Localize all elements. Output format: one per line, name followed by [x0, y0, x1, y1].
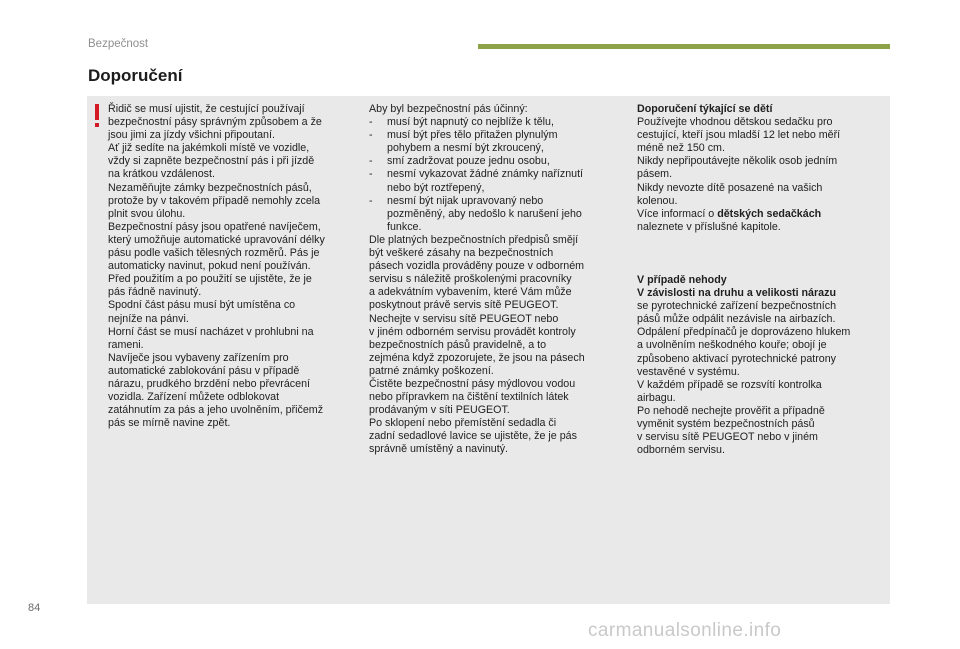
text-line: pásech vozidla prováděny pouze v odborném: [369, 260, 585, 273]
column-safety-notes: [108, 103, 358, 430]
page-title: Doporučení: [88, 66, 183, 85]
list-item: [369, 155, 617, 168]
dash-marker: -: [369, 129, 373, 142]
list-item: [369, 129, 617, 155]
text-line: automatické zablokování pásu v případě: [108, 364, 300, 377]
text-line: nejníže na pánvi.: [108, 312, 189, 325]
text-line: nárazu, prudkého brzdění nebo převrácení: [108, 377, 311, 390]
text-line: pásem.: [637, 168, 673, 181]
text-line: Navíječe jsou vybaveny zařízením pro: [108, 351, 289, 364]
text-line: v jiném odborném servisu provádět kontroly: [369, 325, 576, 338]
text-line: na krátkou vzdálenost.: [108, 168, 215, 181]
text-segment: Více informací o: [637, 207, 718, 220]
list-item-text: funkce.: [387, 220, 422, 233]
text-line: kolenou.: [637, 194, 678, 207]
list-item: [369, 116, 617, 129]
text-line: bezpečnostních pásů pravidelně, a to: [369, 338, 547, 351]
text-line: Po nehodě nechejte prověřit a případně: [637, 404, 825, 417]
watermark: carmanualsonline.info: [588, 620, 782, 641]
list-item: [369, 195, 617, 234]
text-line: cestující, kteří jsou mladší 12 let nebo měří: [637, 129, 841, 142]
text-line: a uvolněním neškodného kouře; obojí je: [637, 339, 827, 352]
list-item: [369, 168, 617, 194]
spacer: [637, 234, 882, 274]
text-line: airbagu.: [637, 391, 676, 404]
text-line: Nikdy nepřipoutávejte několik osob jedním: [637, 155, 838, 168]
text-line: jsou jimi za jízdy všichni připoutaní.: [108, 129, 275, 142]
text-line: Horní část se musí nacházet v prohlubni na: [108, 325, 314, 338]
text-line: vyměnit systém bezpečnostních pásů: [637, 417, 815, 430]
text-line: pás řádně navinutý.: [108, 286, 202, 299]
text-line: [637, 208, 882, 221]
intro-line: Aby byl bezpečnostní pás účinný:: [369, 103, 528, 115]
accident-heading: V případě nehody: [637, 273, 727, 286]
text-line: V každém případě se rozsvítí kontrolka: [637, 378, 822, 391]
text-line: zatáhnutím za pás a jeho uvolněním, přičemž: [108, 404, 324, 417]
list-item-text: musí být napnutý co nejblíže k tělu,: [387, 116, 554, 129]
text-line: Čistěte bezpečnostní pásy mýdlovou vodou: [369, 377, 576, 390]
text-line: Nechejte v servisu sítě PEUGEOT nebo: [369, 312, 559, 325]
text-line: vozidla. Zařízení můžete odblokovat: [108, 391, 280, 404]
dash-marker: -: [369, 155, 373, 168]
list-item-text: nebo být roztřepený,: [387, 181, 485, 194]
text-line: Dle platných bezpečnostních předpisů smějí: [369, 233, 579, 246]
accident-subheading: V závislosti na druhu a velikosti nárazu: [637, 287, 836, 300]
list-item-text: pohybem a nesmí být zkroucený,: [387, 142, 544, 155]
text-line: rameni.: [108, 338, 144, 351]
text-line: pásu podle vašich tělesných rozměrů. Pás je: [108, 247, 320, 260]
warning-icon-dot: [95, 123, 99, 127]
list-item-text: musí být přes tělo přitažen plynulým: [387, 129, 558, 142]
child-seats-reference: dětských sedačkách: [717, 207, 822, 220]
column-belt-effectiveness: [369, 103, 617, 457]
text-line: pásů může odpálit nezávisle na airbazích.: [637, 313, 836, 326]
list-item-text: nesmí být nijak upravovaný nebo: [387, 194, 544, 207]
text-line: Používejte vhodnou dětskou sedačku pro: [637, 116, 833, 129]
text-line: a adekvátním vybavením, které Vám může: [369, 286, 572, 299]
section-label: Bezpečnost: [88, 38, 149, 50]
text-line: zadní sedadlové lavice se ujistěte, že je pás: [369, 430, 577, 443]
text-line: automaticky navinut, pokud není používán.: [108, 260, 311, 273]
list-item-text: smí zadržovat pouze jednu osobu,: [387, 155, 550, 168]
text-line: který umožňuje automatické upravování délky: [108, 233, 325, 246]
text-line: protože by v takovém případě nemohly zcela: [108, 194, 321, 207]
dash-marker: -: [369, 116, 373, 129]
list-item-text: nesmí vykazovat žádné známky naříznutí: [387, 168, 584, 181]
text-line: bezpečnostní pásy správným způsobem a že: [108, 116, 322, 129]
text-line: v servisu sítě PEUGEOT nebo v jiném: [637, 431, 818, 444]
text-line: způsobeno aktivací pyrotechnické patrony: [637, 352, 837, 365]
text-line: servisu s náležitě proškolenými pracovníky: [369, 273, 572, 286]
dash-marker: -: [369, 168, 373, 181]
text-line: Řidič se musí ujistit, že cestující používají: [108, 103, 305, 115]
warning-icon: [92, 104, 102, 128]
list-item-text: pozměněný, aby nedošlo k narušení jeho: [387, 207, 582, 220]
text-line: Ať již sedíte na jakémkoli místě ve vozidle,: [108, 142, 310, 155]
text-line: Odpálení předpínačů je doprovázeno hlukem: [637, 326, 851, 339]
text-line: plnit svou úlohu.: [108, 207, 186, 220]
text-line: prodávaným v síti PEUGEOT.: [369, 404, 510, 417]
text-line: vestavěné v systému.: [637, 365, 740, 378]
column-children-and-accident: [637, 103, 882, 457]
text-line: se pyrotechnické zařízení bezpečnostních: [637, 300, 837, 313]
text-line: nebo přípravkem na čištění textilních látek: [369, 391, 569, 404]
children-heading: Doporučení týkající se dětí: [637, 103, 773, 115]
text-line: naleznete v příslušné kapitole.: [637, 220, 781, 233]
text-line: zejména když zpozorujete, že jsou na pásech: [369, 351, 585, 364]
text-line: být veškeré zásahy na bezpečnostních: [369, 247, 554, 260]
text-line: Nikdy nevozte dítě posazené na vašich: [637, 181, 823, 194]
text-line: Nezaměňujte zámky bezpečnostních pásů,: [108, 181, 312, 194]
text-line: patrné známky poškození.: [369, 364, 494, 377]
text-line: pás se mírně navine zpět.: [108, 417, 231, 430]
dash-marker: -: [369, 194, 373, 207]
page-number: 84: [28, 602, 41, 614]
warning-icon-bar: [95, 104, 99, 120]
text-line: poskytnout právě servis sítě PEUGEOT.: [369, 299, 559, 312]
text-line: vždy si zapněte bezpečnostní pás i při jízdě: [108, 155, 315, 168]
text-line: Bezpečnostní pásy jsou opatřené navíječem,: [108, 220, 321, 233]
text-line: správně umístěný a navinutý.: [369, 443, 509, 456]
text-line: Po sklopení nebo přemístění sedadla či: [369, 417, 557, 430]
text-line: Před použitím a po použití se ujistěte, že je: [108, 273, 312, 286]
text-line: Spodní část pásu musí být umístěna co: [108, 299, 296, 312]
header-rule: [478, 44, 890, 49]
text-line: odborném servisu.: [637, 444, 725, 457]
text-line: méně než 150 cm.: [637, 142, 725, 155]
